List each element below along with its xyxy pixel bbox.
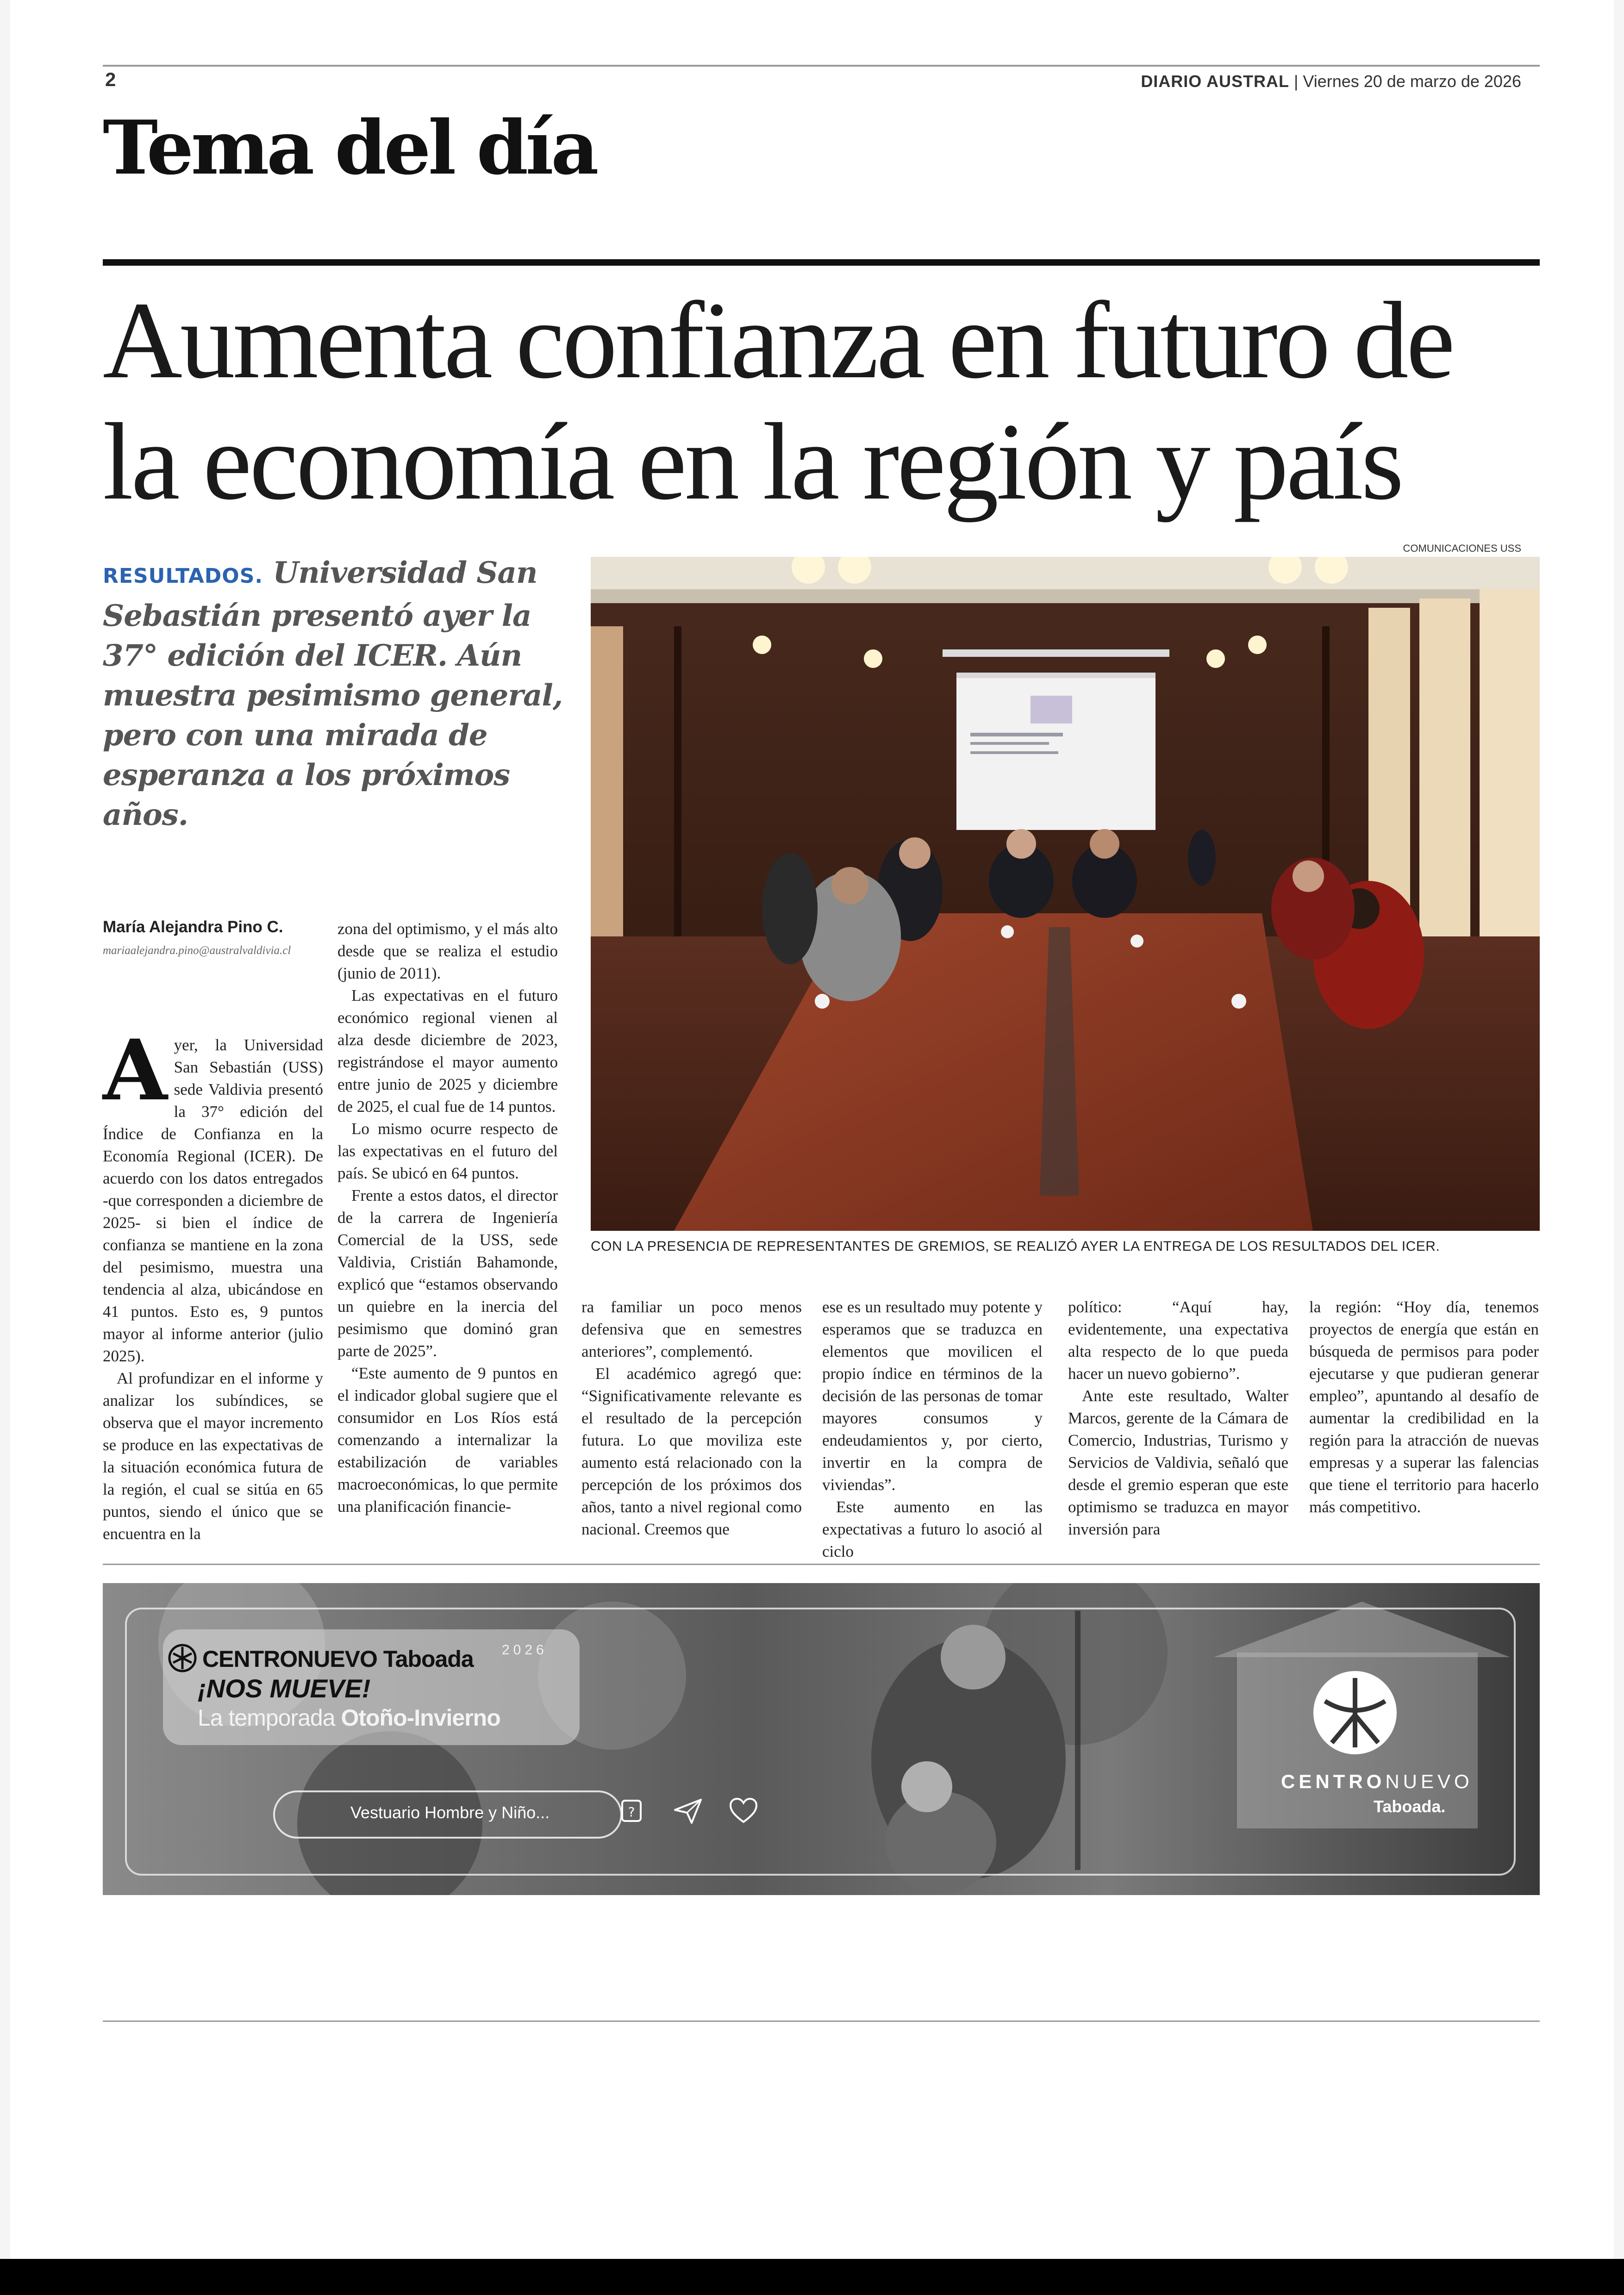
ad-tagline: ¡NOS MUEVE! (198, 1674, 371, 1703)
column-paragraph: Frente a estos datos, el director de la carrera de Ingeniería Comercial de la USS, sede Valdivia, Cristián Bahamonde, explicó que “estamos observando un quiebre en la inercia del pesimismo que dominó gran parte de 2025”. (337, 1186, 558, 1360)
ad-logo-subtitle: Taboada. (1374, 1797, 1446, 1816)
ad-season-highlight: Otoño-Invierno (341, 1705, 500, 1731)
column-paragraph: Lo mismo ocurre respecto de las expectativas en el futuro del país. Se ubicó en 64 puntos. (337, 1120, 558, 1182)
ad-season (198, 1704, 500, 1731)
ad-brand-text: CENTRONUEVO Taboada (202, 1646, 474, 1672)
masthead (1141, 72, 1521, 91)
column-paragraph: zona del optimismo, y el más alto desde que se realiza el estudio (junio de 2011). (337, 920, 558, 982)
newspaper-name: DIARIO AUSTRAL (1141, 72, 1289, 91)
article-kicker: RESULTADOS. (103, 564, 263, 588)
photo-credit: COMUNICACIONES USS (1403, 543, 1521, 554)
paragraph-text: yer, la Universidad San Sebastián (USS) sede Valdivia presentó la 37° edición del Índice de Confianza en la Economía Regional (ICER). De acuerdo con los datos entregados -que corresponden a diciembre de 2025- si bien el índice de confianza se mantiene en la zona del pesimismo, muestra una tendencia al alza, ubicándose en 41 puntos. Esto es, 9 puntos mayor al informe anterior (julio 2025). (103, 1036, 323, 1365)
top-rule (103, 65, 1540, 67)
column-paragraph: la región: “Hoy día, tenemos proyectos de energía que están en búsqueda de permisos para poder ejecutarse y que pudieran generar empleo”, apuntando al desafío de aumentar la credibilidad en la región para la atracción de nuevas empresas y a superar las falencias que tiene el territorio para hacerlo más competitivo. (1309, 1298, 1539, 1516)
article-column-2 (337, 918, 558, 1518)
bottom-rule (103, 2021, 1540, 2022)
heart-icon[interactable] (729, 1797, 758, 1825)
column-paragraph (103, 1022, 323, 1367)
article-column-1 (103, 1022, 323, 1545)
article-column-5 (1068, 1296, 1288, 1540)
ad-logo-word-right: NUEVO (1385, 1771, 1473, 1792)
newspaper-page (10, 0, 1614, 2259)
column-paragraph: político: “Aquí hay, evidentemente, una expectativa alta respecto de lo que pueda hacer un nuevo gobierno”. (1068, 1298, 1288, 1383)
article-column-6 (1309, 1296, 1539, 1518)
author-name: María Alejandra Pino C. (103, 918, 283, 936)
page-number: 2 (105, 69, 116, 90)
bottom-black-bar (0, 2259, 1624, 2295)
centronuevo-small-logo-icon (168, 1643, 197, 1673)
column-paragraph: Las expectativas en el futuro económico regional vienen al alza desde diciembre de 2023, registrándose el mayor aumento entre junio de 2025 y diciembre de 2025, el cual fue de 14 puntos. (337, 986, 558, 1116)
headline-rule (103, 259, 1540, 266)
svg-text:?: ? (628, 1804, 635, 1820)
column-paragraph: Al profundizar en el informe y analizar los subíndices, se observa que el mayor incremento se produce en las expectativas de la situación económica futura de la región, el cual se sitúa en 65 puntos, siendo el único que se encuentra en la (103, 1369, 323, 1543)
section-title: Tema del día (103, 104, 596, 191)
article-column-3 (581, 1296, 802, 1540)
advertisement-banner[interactable] (103, 1583, 1540, 1895)
ad-logo-word-left: CENTRO (1281, 1771, 1386, 1792)
ad-year: 2026 (502, 1642, 548, 1658)
meeting-room-illustration (591, 557, 1540, 1231)
send-icon[interactable] (673, 1797, 703, 1825)
article-end-rule (103, 1564, 1540, 1565)
ad-logo-wordmark (1281, 1771, 1473, 1793)
author-email[interactable]: mariaalejandra.pino@australvaldivia.cl (103, 944, 291, 957)
column-paragraph: “Este aumento de 9 puntos en el indicador global sugiere que el consumidor en Los Ríos está comenzando a internalizar la estabilización de variables macroeconómicas, lo que permite una planificación financie- (337, 1364, 558, 1515)
issue-date: Viernes 20 de marzo de 2026 (1303, 72, 1521, 91)
article-deck (103, 553, 566, 835)
column-paragraph: Ante este resultado, Walter Marcos, gerente de la Cámara de Comercio, Industrias, Turismo y Servicios de Valdivia, señaló que desde el gremio esperan que este optimismo se traduzca en mayor inversión para (1068, 1387, 1288, 1538)
article-column-4 (822, 1296, 1043, 1563)
article-headline: Aumenta confianza en futuro de la economía en la región y país (103, 280, 1453, 523)
deck-text: Universidad San Sebastián presentó ayer la 37° edición del ICER. Aún muestra pesimismo general, pero con una mirada de esperanza a los próximos años. (103, 555, 563, 832)
masthead-separator: | (1293, 72, 1303, 91)
help-icon[interactable] (618, 1797, 645, 1825)
column-paragraph: ese es un resultado muy potente y esperamos que se traduzca en elementos que movilicen el propio índice en términos de la decisión de las personas de tomar mayores consumos y endeudamientos y, por cierto, invertir en la compra de viviendas”. (822, 1298, 1043, 1494)
ad-season-prefix: La temporada (198, 1705, 341, 1731)
column-paragraph: Este aumento en las expectativas a futuro lo asoció al ciclo (822, 1498, 1043, 1560)
column-paragraph: ra familiar un poco menos defensiva que en semestres anteriores”, complementó. (581, 1298, 802, 1360)
column-paragraph: El académico agregó que: “Significativamente relevante es el resultado de la percepción futura. Lo que moviliza este aumento está relacionado con la percepción de los próximos dos años, tanto a nivel regional como nacional. Creemos que (581, 1365, 802, 1538)
photo-caption: CON LA PRESENCIA DE REPRESENTANTES DE GREMIOS, SE REALIZÓ AYER LA ENTREGA DE LOS RESULTADOS DEL ICER. (591, 1239, 1440, 1254)
centronuevo-logo-icon (1311, 1669, 1399, 1757)
drop-cap: A (103, 1022, 168, 1119)
ad-search-text[interactable]: Vestuario Hombre y Niño... (350, 1803, 550, 1822)
article-photo (591, 557, 1540, 1231)
